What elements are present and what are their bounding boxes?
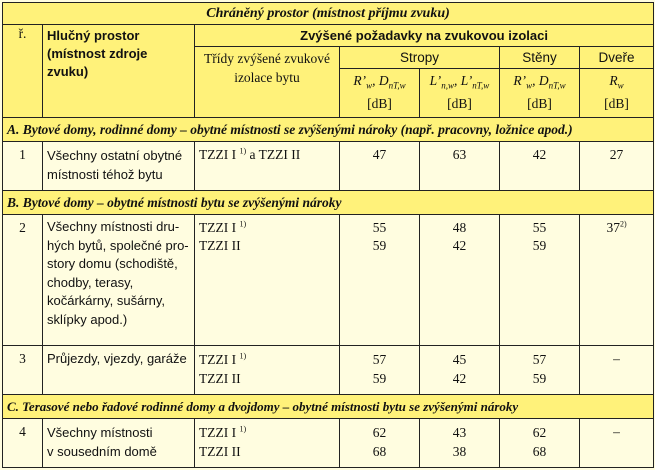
header-classes-line: izolace bytu xyxy=(234,70,300,86)
row-1-number: 1 xyxy=(3,142,43,191)
value: 62 xyxy=(372,425,387,441)
measure-unit: [dB] xyxy=(604,96,629,112)
row-3-stropy-l xyxy=(420,346,500,395)
row-2-stropy-r xyxy=(340,215,420,346)
row-3-class xyxy=(195,346,340,395)
row-2-stropy-l xyxy=(420,215,500,346)
row-1-steny: 42 xyxy=(500,142,580,191)
value: 59 xyxy=(372,371,387,387)
header-dvere: Dveře xyxy=(580,47,654,69)
row-2-steny xyxy=(500,215,580,346)
header-row-number: ř. xyxy=(3,25,43,118)
value: 57 xyxy=(532,352,547,368)
header-measure-dvere xyxy=(580,69,654,117)
row-1-source xyxy=(43,142,195,191)
value: 68 xyxy=(532,444,547,460)
value: 45 xyxy=(452,352,467,368)
measure-unit: [dB] xyxy=(447,96,472,112)
row-1-stropy-r: 47 xyxy=(340,142,420,191)
header-measure-steny xyxy=(500,69,580,117)
value: 57 xyxy=(372,352,387,368)
row-1-class: TZZI I $^{1)}$ a TZZI II xyxy=(195,142,340,191)
row-1-source-line: Všechny ostatní obytné xyxy=(47,148,183,164)
value: 59 xyxy=(372,238,387,254)
row-2-source-line: sklípky apod.) xyxy=(47,311,128,327)
row-4-class xyxy=(195,419,340,468)
sound-insulation-table xyxy=(2,2,654,468)
row-4-steny xyxy=(500,419,580,468)
row-3-dvere: – xyxy=(580,346,654,395)
value: 48 xyxy=(452,220,467,236)
section-b-heading: B. Bytové domy – obytné místnosti bytu se zvýšenými nároky xyxy=(3,190,654,214)
row-3-stropy-r xyxy=(340,346,420,395)
row-2-source xyxy=(43,215,195,346)
measure-symbol: $R_w$ xyxy=(609,73,624,92)
value: 59 xyxy=(532,238,547,254)
row-4-class-line: TZZI I $^{1)}$ xyxy=(199,424,247,441)
value: 59 xyxy=(532,371,547,387)
row-4-stropy-r xyxy=(340,419,420,468)
measure-unit: [dB] xyxy=(527,96,552,112)
row-1-source-line: místnosti téhož bytu xyxy=(47,167,163,183)
row-1-dvere: 27 xyxy=(580,142,654,191)
row-4-number: 4 xyxy=(3,419,43,468)
measure-symbol: $L’_{n,w}$, $L’_{nT,w}$ xyxy=(429,73,490,92)
row-4-source-line: v sousedním domě xyxy=(47,444,157,460)
measure-unit: [dB] xyxy=(367,96,392,112)
row-2-number: 2 xyxy=(3,215,43,346)
header-source-line: zvuku) xyxy=(47,64,89,80)
row-2-class xyxy=(195,215,340,346)
row-1-stropy-l: 63 xyxy=(420,142,500,191)
row-3-steny xyxy=(500,346,580,395)
value: 62 xyxy=(532,425,547,441)
row-2-source-line: hých bytů, společné pro- xyxy=(47,237,189,253)
measure-symbol: $R’_w$, $D_{nT,w}$ xyxy=(513,73,566,92)
header-measure-stropy-r xyxy=(340,69,420,117)
row-4-source-line: Všechny místnosti xyxy=(47,425,153,441)
row-4-class-line: TZZI II xyxy=(199,444,241,460)
section-c-heading: C. Terasové nebo řadové rodinné domy a dvojdomy – obytné místnosti bytu se zvýšenými nároky xyxy=(3,394,654,418)
row-3-class-line: TZZI II xyxy=(199,371,241,387)
row-4-source xyxy=(43,419,195,468)
value: 55 xyxy=(532,220,547,236)
header-noise-source xyxy=(43,25,195,118)
row-2-source-line: Všechny místnosti dru- xyxy=(47,219,180,235)
header-measure-stropy-l xyxy=(420,69,500,117)
section-a-heading: A. Bytové domy, rodinné domy – obytné místnosti se zvýšenými nároky (např. pracovny, ložnice apod.) xyxy=(3,117,654,141)
row-3-class-line: TZZI I $^{1)}$ xyxy=(199,351,247,368)
value: 42 xyxy=(452,238,467,254)
header-stropy: Stropy xyxy=(340,47,500,69)
row-2-source-line: kočárkárny, sušárny, xyxy=(47,293,166,309)
value: 68 xyxy=(372,444,387,460)
header-steny: Stěny xyxy=(500,47,580,69)
row-2-class-line: TZZI I $^{1)}$ xyxy=(199,219,247,236)
value: 43 xyxy=(452,425,467,441)
header-requirements: Zvýšené požadavky na zvukovou izolaci xyxy=(195,25,654,47)
header-classes-line: Třídy zvýšené zvukové xyxy=(204,51,330,67)
header-source-line: (místnost zdroje xyxy=(47,46,148,62)
row-3-number: 3 xyxy=(3,346,43,395)
measure-symbol: $R’_w$, $D_{nT,w}$ xyxy=(353,73,406,92)
value: 38 xyxy=(452,444,467,460)
row-4-dvere: – xyxy=(580,419,654,468)
row-4-stropy-l xyxy=(420,419,500,468)
row-3-source: Průjezdy, vjezdy, garáže xyxy=(43,346,195,395)
header-insulation-classes xyxy=(195,47,340,118)
header-source-line: Hlučný prostor xyxy=(47,28,140,44)
value: 55 xyxy=(372,220,387,236)
value: 42 xyxy=(452,371,467,387)
row-2-source-line: story domu (schodiště, xyxy=(47,256,178,272)
row-2-class-line: TZZI II xyxy=(199,238,241,254)
row-2-source-line: chodby, terasy, xyxy=(47,274,134,290)
table-title: Chráněný prostor (místnost příjmu zvuku) xyxy=(3,3,654,25)
row-2-dvere: 37$^{2)}$ xyxy=(580,215,654,346)
